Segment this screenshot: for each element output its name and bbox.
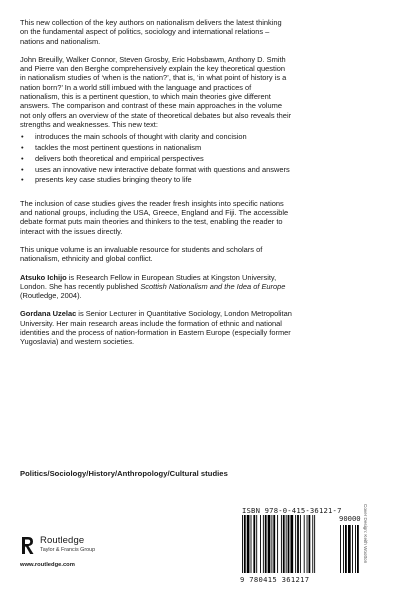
routledge-logo-icon bbox=[20, 534, 36, 556]
intro-paragraph: This new collection of the key authors on nationalism delivers the latest thinking on the fundamental aspect of politics, sociology and international relations – nations and nationalism. bbox=[20, 18, 282, 46]
author-bio-uzelac: Gordana Uzelac is Senior Lecturer in Quantitative Sociology, London Metropolitan University. Her main research areas include the formation of ethnic and national identities and the process of nation-formation in Eastern Europe (especially former Yugoslavia) and western societies. bbox=[20, 309, 292, 347]
description-paragraph: John Breuilly, Walker Connor, Steven Grosby, Eric Hobsbawm, Anthony D. Smith and Pierre van den Berghe comprehensively explain the key theoretical question in nationalism studies of ‘when is the nation?’, that is, ‘in what point of history is a nation born?’ In a world still imbued with the language and practices of nationalism, this is a pertinent question, to which main theories give different answers. The comparison and contrast of these main approaches in the volume not only offers an overview of the state of theoretical debates but also reveals their strengths and weaknesses. This new text: bbox=[20, 54, 292, 129]
author-bio-ichijo: Atsuko Ichijo is Research Fellow in European Studies at Kingston University, London. She has recently published Scottish Nationalism and the Idea of Europe (Routledge, 2004). bbox=[20, 272, 286, 301]
list-item: • presents key case studies bringing theory to life bbox=[21, 175, 192, 185]
list-item: • delivers both theoretical and empirical perspectives bbox=[21, 153, 204, 163]
case-studies-paragraph: The inclusion of case studies gives the reader fresh insights into specific nations and national groups, including the USA, Greece, England and Fiji. The accessible debate format puts main theories and thinkers to the test, enabling the reader to interact with the issues directly. bbox=[20, 198, 289, 236]
bullet-icon: • bbox=[21, 164, 24, 174]
publisher-block bbox=[20, 534, 130, 584]
feature-list bbox=[20, 132, 292, 184]
publisher-name: Routledge bbox=[40, 535, 85, 546]
publisher-url: www.routledge.com bbox=[20, 562, 75, 568]
author-name: Atsuko Ichijo bbox=[20, 272, 67, 282]
author-name: Gordana Uzelac bbox=[20, 309, 77, 319]
bullet-icon: • bbox=[21, 153, 24, 163]
bullet-icon: • bbox=[21, 132, 24, 142]
price-code: 90000 bbox=[339, 514, 361, 523]
isbn-text: ISBN 978-0-415-36121-7 bbox=[242, 506, 342, 515]
isbn-barcode bbox=[240, 505, 370, 587]
list-item: • uses an innovative new interactive debate format with questions and answers bbox=[21, 164, 290, 174]
bullet-icon: • bbox=[21, 175, 24, 185]
subject-categories: Politics/Sociology/History/Anthropology/Cultural studies bbox=[20, 469, 228, 478]
barcode-icon bbox=[240, 515, 370, 575]
book-title: Scottish Nationalism and the Idea of Europe bbox=[140, 281, 286, 291]
list-item: • introduces the main schools of thought with clarity and concision bbox=[21, 132, 247, 142]
list-item: • tackles the most pertinent questions in nationalism bbox=[21, 143, 202, 153]
publisher-group: Taylor & Francis Group bbox=[40, 547, 96, 553]
barcode-digits: 9 780415 361217 bbox=[240, 575, 310, 584]
blurb bbox=[20, 18, 292, 356]
unique-paragraph: This unique volume is an invaluable resource for students and scholars of nationalism, ethnicity and global conflict. bbox=[20, 244, 263, 264]
cover-design-credit: Cover Design: Keith Wootton bbox=[363, 504, 368, 564]
bullet-icon: • bbox=[21, 143, 24, 153]
